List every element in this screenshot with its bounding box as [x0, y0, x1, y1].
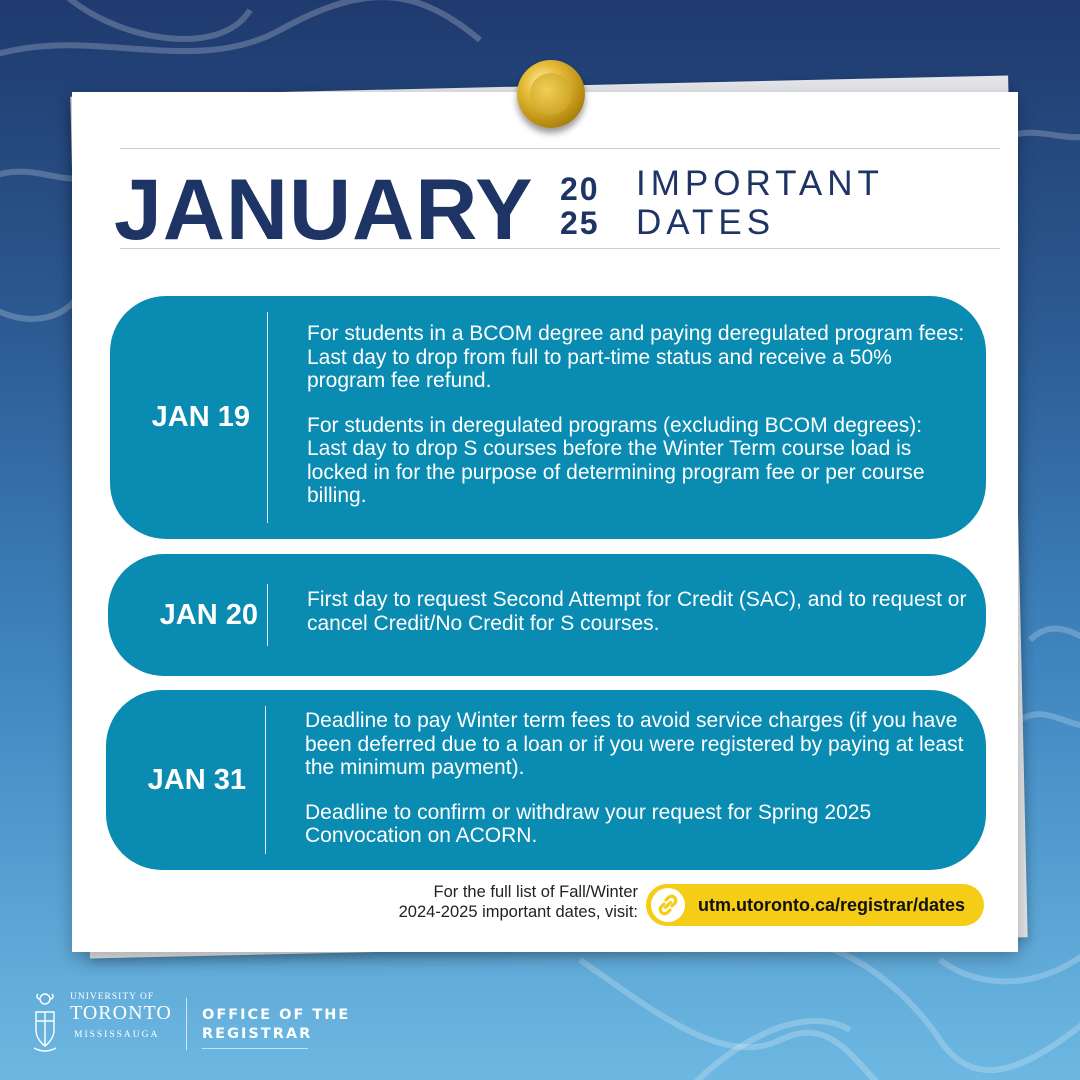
event-description: [307, 322, 967, 508]
event-divider: [265, 706, 266, 854]
event-card-jan-31: [106, 690, 986, 870]
dates-link-button[interactable]: [646, 884, 984, 926]
uoft-main-text: TORONTO: [70, 1002, 172, 1024]
link-icon: [650, 887, 686, 923]
full-list-note: [320, 882, 638, 922]
full-list-line2: 2024-2025 important dates, visit:: [398, 903, 638, 921]
subtitle: [636, 164, 884, 242]
year-top: 20: [560, 171, 600, 207]
office-of-registrar-logo: [202, 1006, 350, 1044]
dates-link-text[interactable]: utm.utoronto.ca/registrar/dates: [698, 895, 966, 915]
uoft-sub-text: MISSISSAUGA: [74, 1030, 160, 1040]
event-paragraph: For students in deregulated programs (excluding BCOM degrees): Last day to drop S courses before the Winter Term course load is locked in for the purpose of determining program fee or per course billing.: [307, 413, 925, 507]
event-date: JAN 31: [147, 763, 246, 796]
registrar-underline: [202, 1048, 308, 1049]
event-divider: [267, 312, 268, 523]
event-paragraph: For students in a BCOM degree and paying deregulated program fees: Last day to drop from full to part-time status and receive a 50% program fee refund.: [307, 322, 965, 392]
month-title: JANUARY: [114, 162, 534, 258]
event-date: JAN 20: [159, 598, 258, 631]
logo-separator: [186, 998, 187, 1050]
subtitle-line1: IMPORTANT: [636, 164, 884, 203]
thumbtack-pin: [517, 60, 585, 128]
event-card-jan-19: [110, 296, 986, 539]
full-list-line1: For the full list of Fall/Winter: [433, 883, 638, 901]
uoft-mississauga-logo: [26, 986, 176, 1058]
event-paragraph: First day to request Second Attempt for Credit (SAC), and to request or cancel Credit/No Credit for S courses.: [307, 588, 967, 635]
event-description: [307, 588, 967, 635]
event-description: [305, 709, 965, 848]
crest-icon: [32, 990, 58, 1054]
title-top-rule: [120, 148, 1000, 149]
event-paragraph: Deadline to pay Winter term fees to avoid service charges (if you have been deferred due to a loan or if you were registered by paying at least the minimum payment).: [305, 709, 964, 779]
registrar-line2: REGISTRAR: [202, 1026, 313, 1042]
event-paragraph: Deadline to confirm or withdraw your request for Spring 2025 Convocation on ACORN.: [305, 800, 872, 847]
event-date: JAN 19: [151, 401, 250, 433]
event-card-jan-20: [108, 554, 986, 676]
registrar-line1: OFFICE OF THE: [202, 1007, 351, 1023]
year-stacked: [560, 172, 612, 240]
uoft-top-text: UNIVERSITY OF: [70, 992, 155, 1002]
event-divider: [267, 584, 268, 646]
year-bottom: 25: [560, 205, 600, 241]
subtitle-line2: DATES: [636, 203, 776, 242]
